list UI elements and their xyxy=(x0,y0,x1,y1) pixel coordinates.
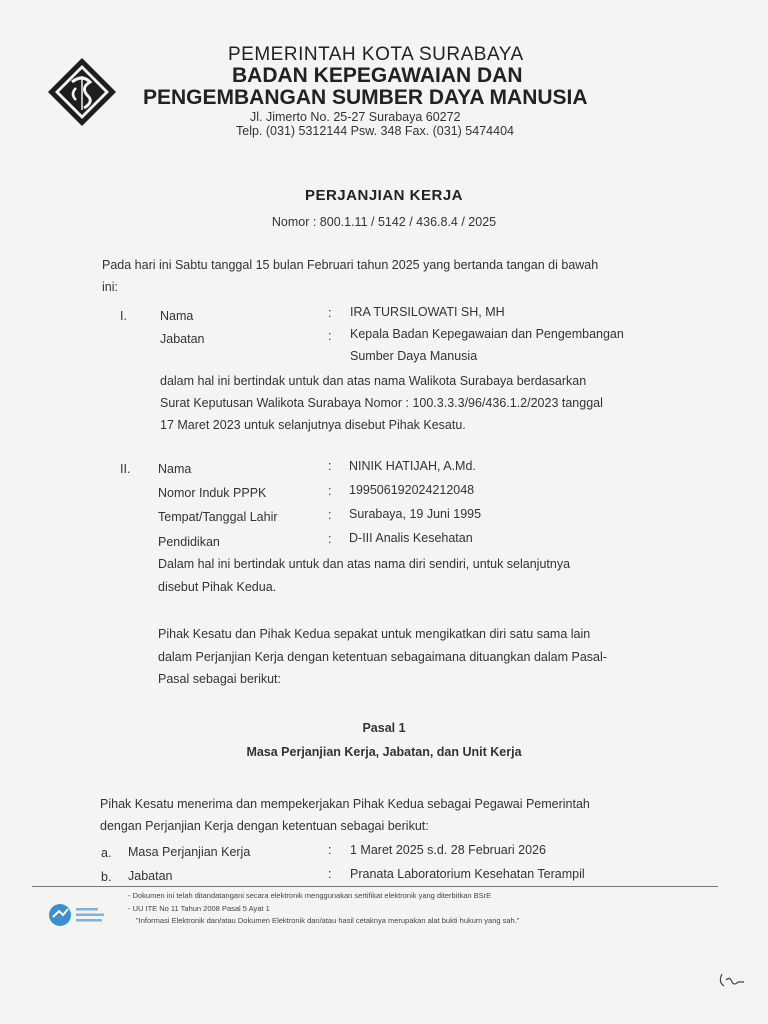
party-two-nip-value: 199506192024212048 xyxy=(349,483,475,497)
pasal-item-a-label: Masa Perjanjian Kerja xyxy=(128,845,251,859)
header-government: PEMERINTAH KOTA SURABAYA xyxy=(228,44,524,65)
party-two-birth-value: Surabaya, 19 Juni 1995 xyxy=(349,507,482,521)
header-agency-line1: BADAN KEPEGAWAIAN DAN xyxy=(232,64,523,87)
party-one-name-value: IRA TURSILOWATI SH, MH xyxy=(350,305,505,319)
footer-divider xyxy=(32,886,718,887)
party-one-numeral: I. xyxy=(120,309,127,323)
pasal-item-b-label: Jabatan xyxy=(128,869,173,883)
pasal-heading: Pasal 1 xyxy=(362,721,406,735)
header-address: Jl. Jimerto No. 25-27 Surabaya 60272 xyxy=(250,110,461,124)
colon: : xyxy=(328,532,332,546)
initial-signature xyxy=(716,970,750,990)
pasal-subheading: Masa Perjanjian Kerja, Jabatan, dan Unit Kerja xyxy=(246,745,522,759)
bsre-logo xyxy=(46,900,124,930)
party-one-name-label: Nama xyxy=(160,309,194,323)
party-two-desc-line1: Dalam hal ini bertindak untuk dan atas nama diri sendiri, untuk selanjutnya xyxy=(158,557,571,571)
party-one-desc-line3: 17 Maret 2023 untuk selanjutnya disebut Pihak Kesatu. xyxy=(160,418,466,432)
pasal-item-a-value: 1 Maret 2025 s.d. 28 Februari 2026 xyxy=(350,843,546,857)
party-two-desc-line2: disebut Pihak Kedua. xyxy=(158,580,277,594)
party-two-birth-label: Tempat/Tanggal Lahir xyxy=(158,510,278,524)
colon: : xyxy=(328,843,332,857)
party-one-desc-line1: dalam hal ini bertindak untuk dan atas nama Walikota Surabaya berdasarkan xyxy=(160,374,587,388)
colon: : xyxy=(328,329,332,343)
party-two-numeral: II. xyxy=(120,462,131,476)
party-two-name-label: Nama xyxy=(158,462,192,476)
party-two-edu-value: D-III Analis Kesehatan xyxy=(349,531,473,545)
party-two-nip-label: Nomor Induk PPPK xyxy=(158,486,267,500)
party-two-name-value: NINIK HATIJAH, A.Md. xyxy=(349,459,476,473)
intro-line2: ini: xyxy=(102,280,118,294)
header-agency-line2: PENGEMBANGAN SUMBER DAYA MANUSIA xyxy=(143,86,588,109)
document-title: PERJANJIAN KERJA xyxy=(304,187,464,204)
agreement-line3: Pasal sebagai berikut: xyxy=(158,672,281,686)
agreement-line1: Pihak Kesatu dan Pihak Kedua sepakat untuk mengikatkan diri satu sama lain xyxy=(158,627,591,641)
header-phone: Telp. (031) 5312144 Psw. 348 Fax. (031) 5474404 xyxy=(236,124,514,138)
colon: : xyxy=(328,484,332,498)
party-one-position-line1: Kepala Badan Kepegawaian dan Pengembangan xyxy=(350,327,624,341)
party-one-desc-line2: Surat Keputusan Walikota Surabaya Nomor : 100.3.3.3/96/436.1.2/2023 tanggal xyxy=(160,396,603,410)
pasal-item-a-letter: a. xyxy=(101,846,112,860)
intro-line1: Pada hari ini Sabtu tanggal 15 bulan Februari tahun 2025 yang bertanda tangan di bawah xyxy=(102,258,599,272)
party-two-edu-label: Pendidikan xyxy=(158,535,220,549)
colon: : xyxy=(328,867,332,881)
pasal-item-b-value: Pranata Laboratorium Kesehatan Terampil xyxy=(350,867,585,881)
footer-note3: "Informasi Elektronik dan/atau Dokumen Elektronik dan/atau hasil cetaknya merupakan alat bukti hukum yang sah." xyxy=(136,916,520,925)
document-number: Nomor : 800.1.11 / 5142 / 436.8.4 / 2025 xyxy=(271,215,497,229)
party-one-position-line2: Sumber Daya Manusia xyxy=(350,349,478,363)
colon: : xyxy=(328,459,332,473)
colon: : xyxy=(328,306,332,320)
party-one-position-label: Jabatan xyxy=(160,332,205,346)
pasal-line2: dengan Perjanjian Kerja dengan ketentuan sebagai berikut: xyxy=(100,819,429,833)
footer-note1: - Dokumen ini telah ditandatangani secara elektronik menggunakan sertifikat elektronik yang diterbitkan BSrE xyxy=(128,891,492,900)
pasal-line1: Pihak Kesatu menerima dan mempekerjakan Pihak Kedua sebagai Pegawai Pemerintah xyxy=(100,797,590,811)
agreement-line2: dalam Perjanjian Kerja dengan ketentuan sebagaimana dituangkan dalam Pasal- xyxy=(158,650,607,664)
city-emblem-logo xyxy=(46,56,118,128)
colon: : xyxy=(328,508,332,522)
pasal-item-b-letter: b. xyxy=(101,870,112,884)
footer-note2: - UU ITE No 11 Tahun 2008 Pasal 5 Ayat 1 xyxy=(128,904,270,913)
